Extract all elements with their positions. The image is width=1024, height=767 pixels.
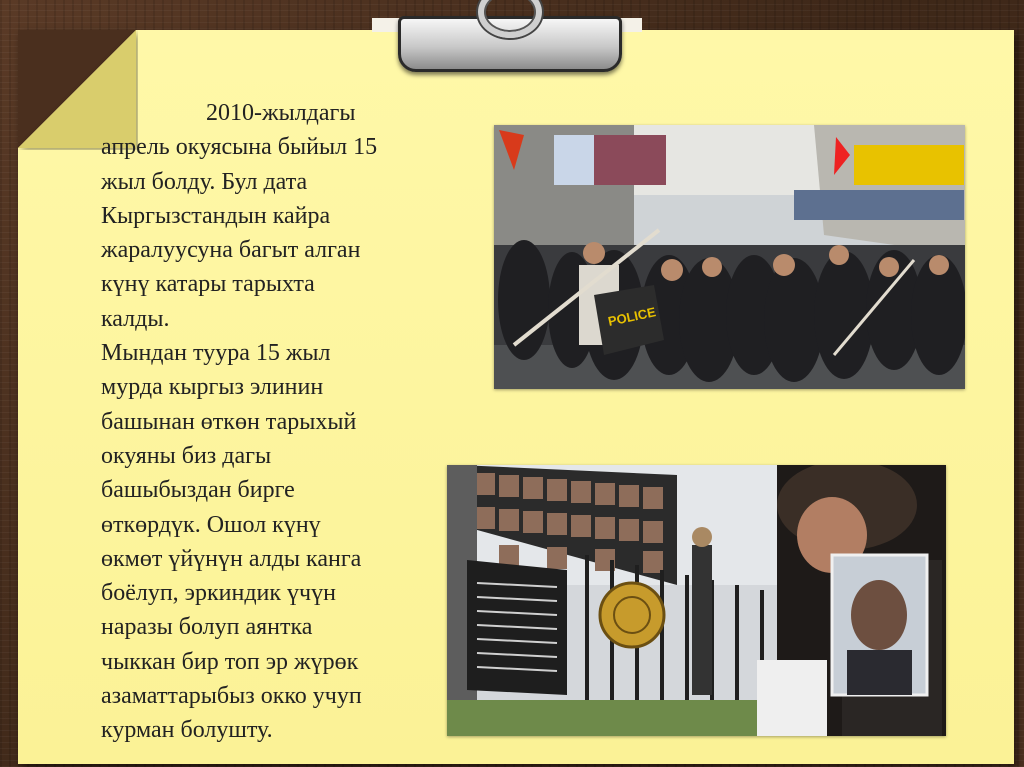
protest-photo — [494, 125, 965, 389]
memorial-photo — [447, 465, 946, 736]
binder-clip — [372, 0, 642, 75]
slide-body-text: 2010-жылдагы апрель окуясына быйыл 15 жыл болду. Бул дата Кыргызстандын кайра жаралуусуна багыт алган күнү катары тарыхта калды. Мындан туура 15 жыл мурда кыргыз элинин башынан өткөн тарыхый окуяны биз дагы башыбыздан бирге өткөрдүк. Ошол күнү өкмөт үйүнүн алды канга боёлуп, эркиндик үчүн наразы болуп аянтка чыккан бир топ эр жүрөк азаматтарыбыз окко учуп курман болушту. — [101, 100, 378, 744]
svg-text:POLICE: POLICE — [606, 304, 658, 329]
